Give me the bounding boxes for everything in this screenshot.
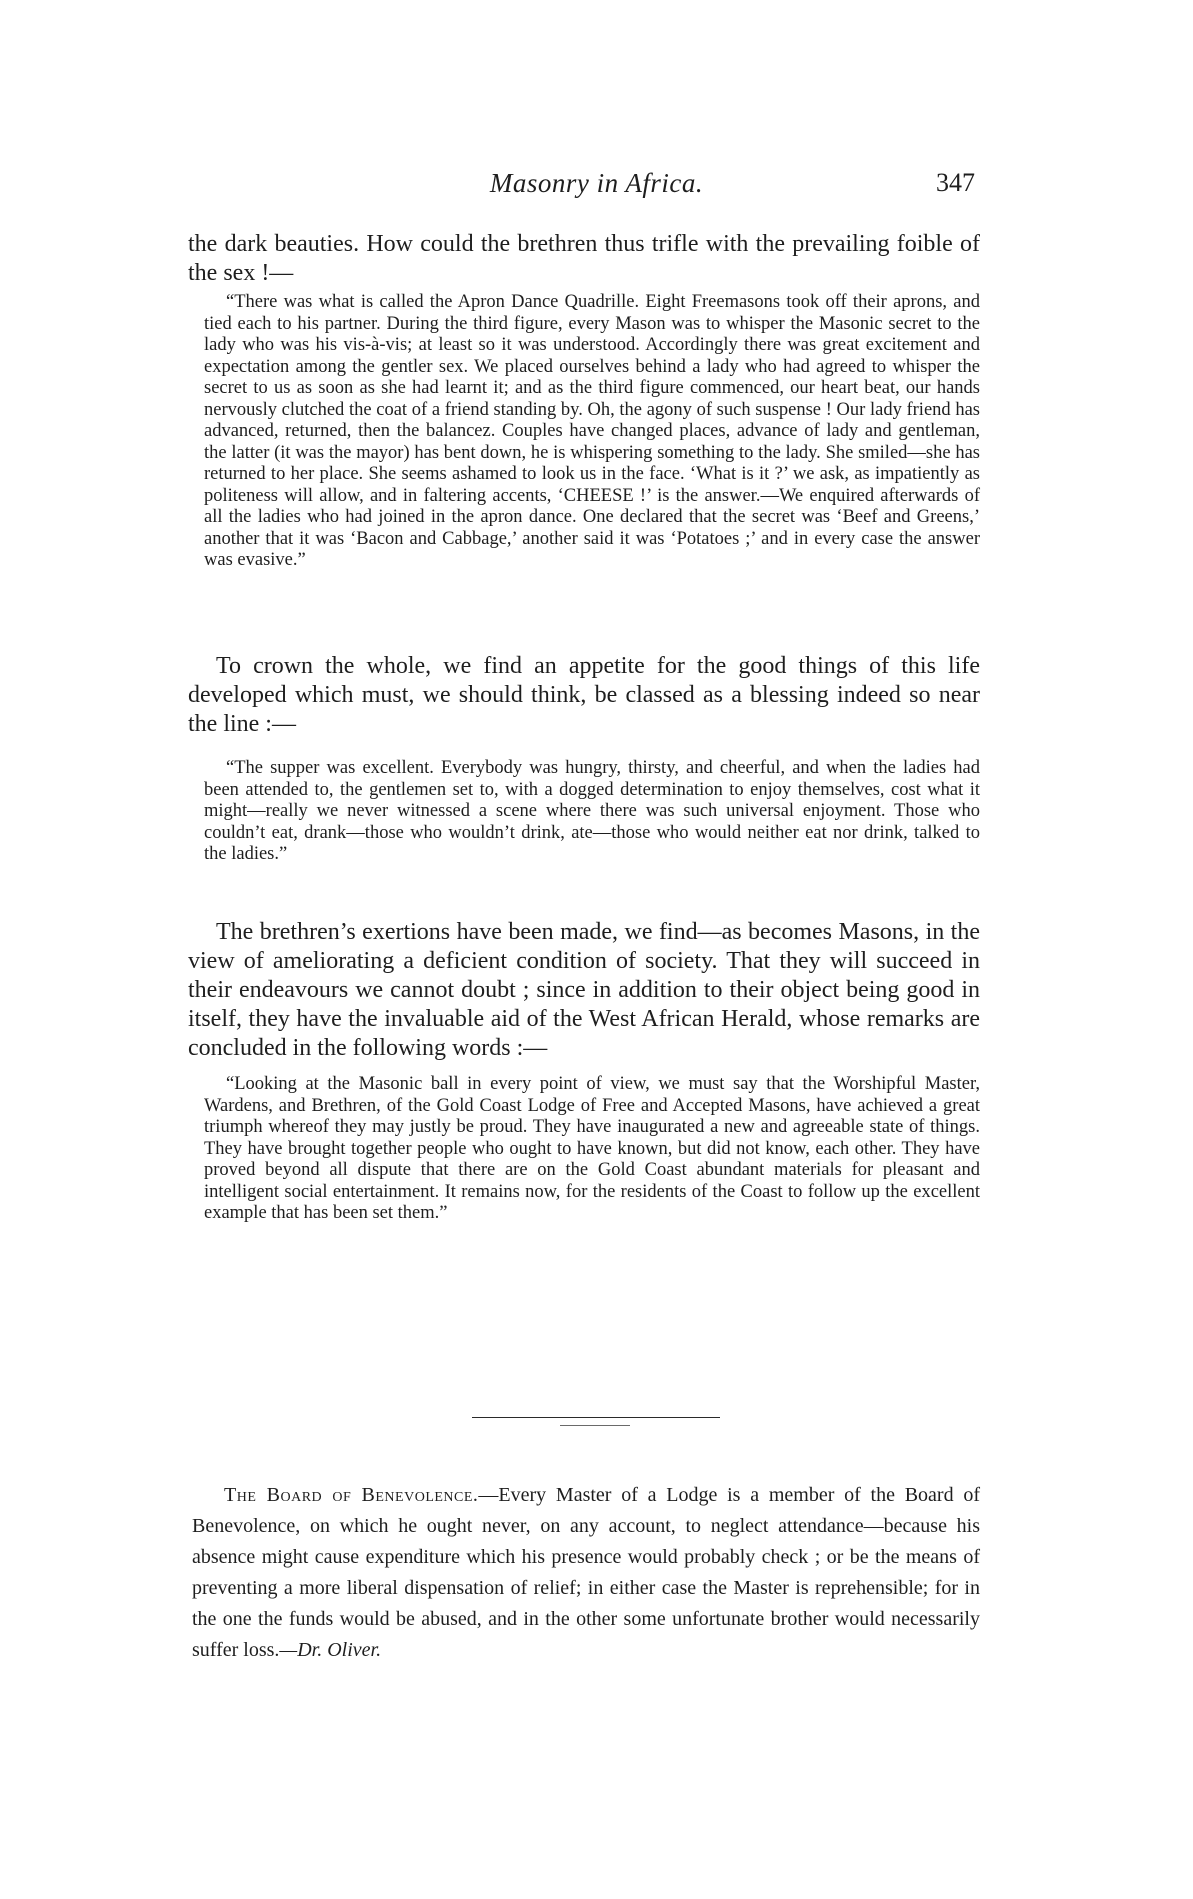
quote-masonic-ball: “Looking at the Masonic ball in every point of view, we must say that the Worshipful Master, Wardens, and Brethren, of the Gold Coast Lodge of Free and Accepted Masons, have achieved a great triumph whereof they may justly be proud. They have inaugurated a new and agreeable state of things. They have brought together people who ought to have known, but did not know, each other. They have proved beyond all dispute that there are on the Gold Coast abundant materials for pleasant and intelligent social entertainment. It remains now, for the residents of the Coast to follow up the excellent example that has been set them.” <box>204 1074 980 1223</box>
note-text: —Every Master of a Lodge is a member of the Board of Benevolence, on which he ought never, on any account, to neglect attendance—because his absence might cause expenditure which his presence would probably check ; or be the means of preventing a more liberal dispensation of relief; in either case the Master is reprehensible; for in the one the funds would be abused, and in the other some unfortunate brother would necessarily suffer loss. <box>192 1484 980 1661</box>
page-header <box>0 168 1193 208</box>
note-title: The Board of Benevolence. <box>224 1484 479 1506</box>
section-separator <box>472 1417 720 1418</box>
section-separator-short <box>560 1425 630 1426</box>
paragraph-dark-beauties: the dark beauties. How could the brethren thus trifle with the prevailing foible of the sex !— <box>188 231 980 286</box>
note-board-of-benevolence <box>192 1480 980 1666</box>
paragraph-brethren-exertions: The brethren’s exertions have been made, we find—as becomes Masons, in the view of ameliorating a deficient condition of society. That they will succeed in their endeavours we cannot doubt ; since in addition to their object being good in itself, they have the invaluable aid of the West African Herald, whose remarks are concluded in the following words :— <box>188 919 980 1061</box>
running-head: Masonry in Africa. <box>489 168 704 198</box>
page-number: 347 <box>936 168 975 197</box>
quote-apron-dance: “There was what is called the Apron Dance Quadrille. Eight Freemasons took off their aprons, and tied each to his partner. During the third figure, every Mason was to whisper the Masonic secret to the lady who was his vis-à-vis; at least so it was understood. Accordingly there was great excitement and expectation among the gentler sex. We placed ourselves behind a lady who had agreed to whisper the secret to us as soon as she had learnt it; and as the third figure commenced, our heart beat, our hands nervously clutched the coat of a friend standing by. Oh, the agony of such suspense ! Our lady friend has advanced, returned, then the balancez. Couples have changed places, advance of lady and gentleman, the latter (it was the mayor) has bent down, he is whispering something to the lady. She smiled—she has returned to her place. She seems ashamed to look us in the face. ‘What is it ?’ we ask, as impatiently as politeness will allow, and in faltering accents, ‘CHEESE !’ is the answer.—We enquired afterwards of all the ladies who had joined in the apron dance. One declared that the secret was ‘Beef and Greens,’ another that it was ‘Bacon and Cabbage,’ another said it was ‘Potatoes ;’ and in every case the answer was evasive.” <box>204 292 980 570</box>
quote-supper: “The supper was excellent. Everybody was hungry, thirsty, and cheerful, and when the ladies had been attended to, the gentlemen set to, with a dogged determination to enjoy themselves, cost what it might—really we never witnessed a scene where there was such universal enjoyment. Those who couldn’t eat, drank—those who wouldn’t drink, ate—those who would neither eat nor drink, talked to the ladies.” <box>204 758 980 864</box>
note-author: —Dr. Oliver. <box>279 1639 382 1661</box>
paragraph-crown-the-whole: To crown the whole, we find an appetite for the good things of this life developed which must, we should think, be classed as a blessing indeed so near the line :— <box>188 653 980 737</box>
